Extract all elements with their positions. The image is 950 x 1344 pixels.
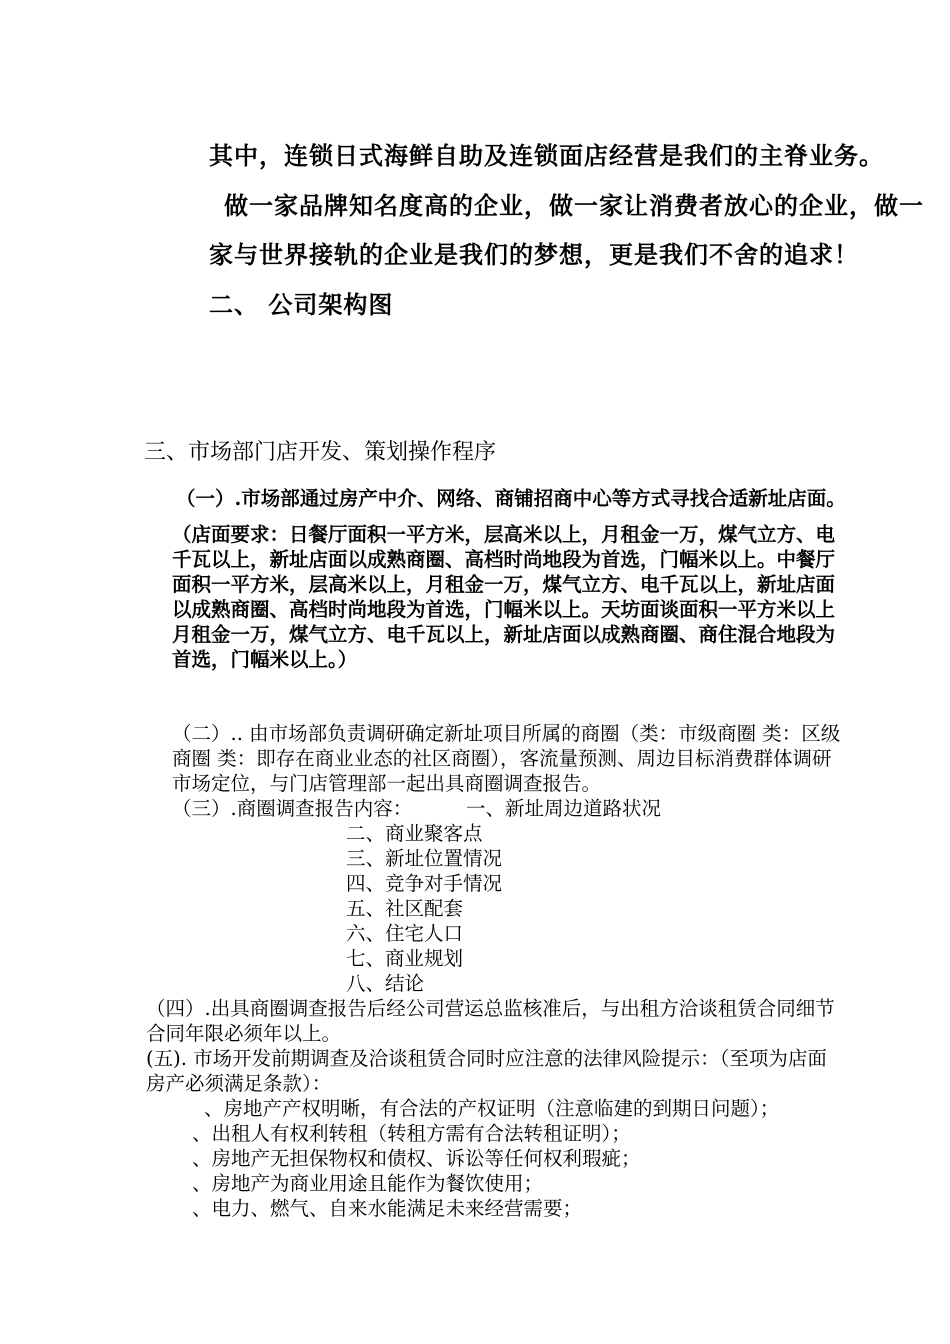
- requirements-line: （店面要求：日餐厅面积一平方米，层高米以上，月租金一万，煤气立方、电: [172, 523, 836, 546]
- risk-item: 、出租人有权利转租（转租方需有合法转租证明）；: [192, 1122, 631, 1145]
- step-3-item: 四、竞争对手情况: [346, 872, 503, 895]
- step-1: （一）.市场部通过房产中介、网络、商铺招商中心等方式寻找合适新址店面。: [176, 487, 846, 510]
- section-3-heading: 三、市场部门店开发、策划操作程序: [144, 440, 497, 465]
- risk-item: 、房地产无担保物权和债权、诉讼等任何权利瑕疵；: [192, 1147, 641, 1170]
- requirements-line: 以成熟商圈、高档时尚地段为首选，门幅米以上。天坊面谈面积一平方米以上: [172, 598, 836, 621]
- section-2-heading: 二、 公司架构图: [209, 290, 394, 319]
- step-4-line: （四）.出具商圈调查报告后经公司营运总监核准后，与出租方洽谈租赁合同细节: [146, 997, 835, 1020]
- step-2-line: （二）.. 由市场部负责调研确定新址项目所属的商圈（类：市级商圈 类：区级: [172, 722, 841, 745]
- requirements-line: 首选，门幅米以上。）: [172, 648, 358, 671]
- requirements-line: 月租金一万，煤气立方、电千瓦以上，新址店面以成熟商圈、商住混合地段为: [172, 623, 836, 646]
- requirements-line: 面积一平方米，层高米以上，月租金一万，煤气立方、电千瓦以上，新址店面: [172, 573, 836, 596]
- intro-line-3: 家与世界接轨的企业是我们的梦想，更是我们不舍的追求！: [209, 240, 859, 269]
- risk-item: 、房地产为商业用途且能作为餐饮使用；: [192, 1172, 544, 1195]
- step-2-line: 商圈 类：即存在商业业态的社区商圈），客流量预测、周边目标消费群体调研: [172, 747, 832, 770]
- step-3-item: 五、社区配套: [346, 897, 464, 920]
- step-3-item: 八、结论: [346, 972, 425, 995]
- intro-line-1: 其中，连锁日式海鲜自助及连锁面店经营是我们的主脊业务。: [209, 141, 884, 170]
- step-2-line: 市场定位，与门店管理部一起出具商圈调查报告。: [172, 772, 602, 795]
- intro-line-2: 做一家品牌知名度高的企业，做一家让消费者放心的企业，做一: [224, 191, 924, 220]
- risk-item: 、电力、燃气、自来水能满足未来经营需要；: [192, 1197, 583, 1220]
- step-4-line: 合同年限必须年以上。: [146, 1022, 342, 1045]
- step-5-line: 房产必须满足条款）：: [146, 1072, 332, 1095]
- step-3-item: 七、商业规划: [346, 947, 464, 970]
- step-3-item: 三、新址位置情况: [346, 847, 503, 870]
- risk-item: 、房地产产权明晰，有合法的产权证明（注意临建的到期日问题）；: [204, 1097, 780, 1120]
- step-3-item: 二、商业聚客点: [346, 822, 483, 845]
- requirements-line: 千瓦以上，新址店面以成熟商圈、高档时尚地段为首选，门幅米以上。中餐厅: [172, 548, 836, 571]
- step-3-label: （三）.商圈调查报告内容：: [172, 797, 413, 820]
- step-5-line: (五). 市场开发前期调查及洽谈租赁合同时应注意的法律风险提示：（至项为店面: [146, 1047, 827, 1070]
- step-3-item: 一、新址周边道路状况: [466, 797, 662, 820]
- step-3-item: 六、住宅人口: [346, 922, 464, 945]
